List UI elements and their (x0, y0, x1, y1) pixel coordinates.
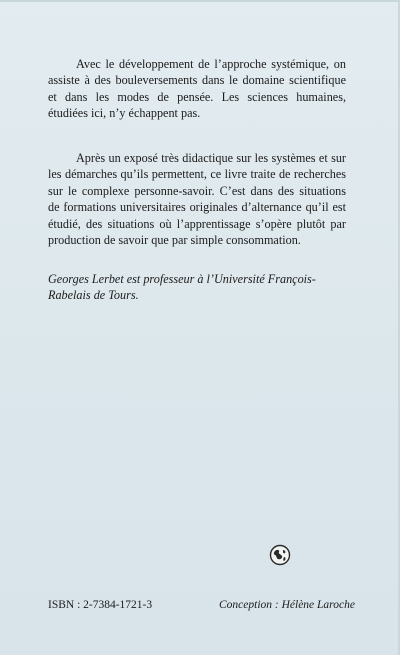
author-note: Georges Lerbet est professeur à l’Université François-Rabelais de Tours. (48, 272, 316, 303)
blurb-paragraph-1: Avec le développement de l’approche systémique, on assiste à des bouleversements dans le domaine scientifique et dans les modes de pensée. Les sciences humaines, étudiées ici, n’y échappent pas. (48, 57, 346, 121)
top-edge (0, 0, 400, 2)
design-credit: Conception : Hélène Laroche (219, 599, 355, 611)
globe-icon (269, 544, 291, 566)
isbn-label: ISBN : 2-7384-1721-3 (48, 599, 153, 611)
blurb-paragraph-2: Après un exposé très didactique sur les systèmes et sur les démarches qu’ils permettent, ce livre traite de recherches sur le complexe personne-savoir. C’est dans des situations de formations universitaires originales d’alternance qu’il est étudié, des situations où l’apprentissage s’opère plutôt par production de savoir que par simple consommation. (48, 151, 346, 248)
